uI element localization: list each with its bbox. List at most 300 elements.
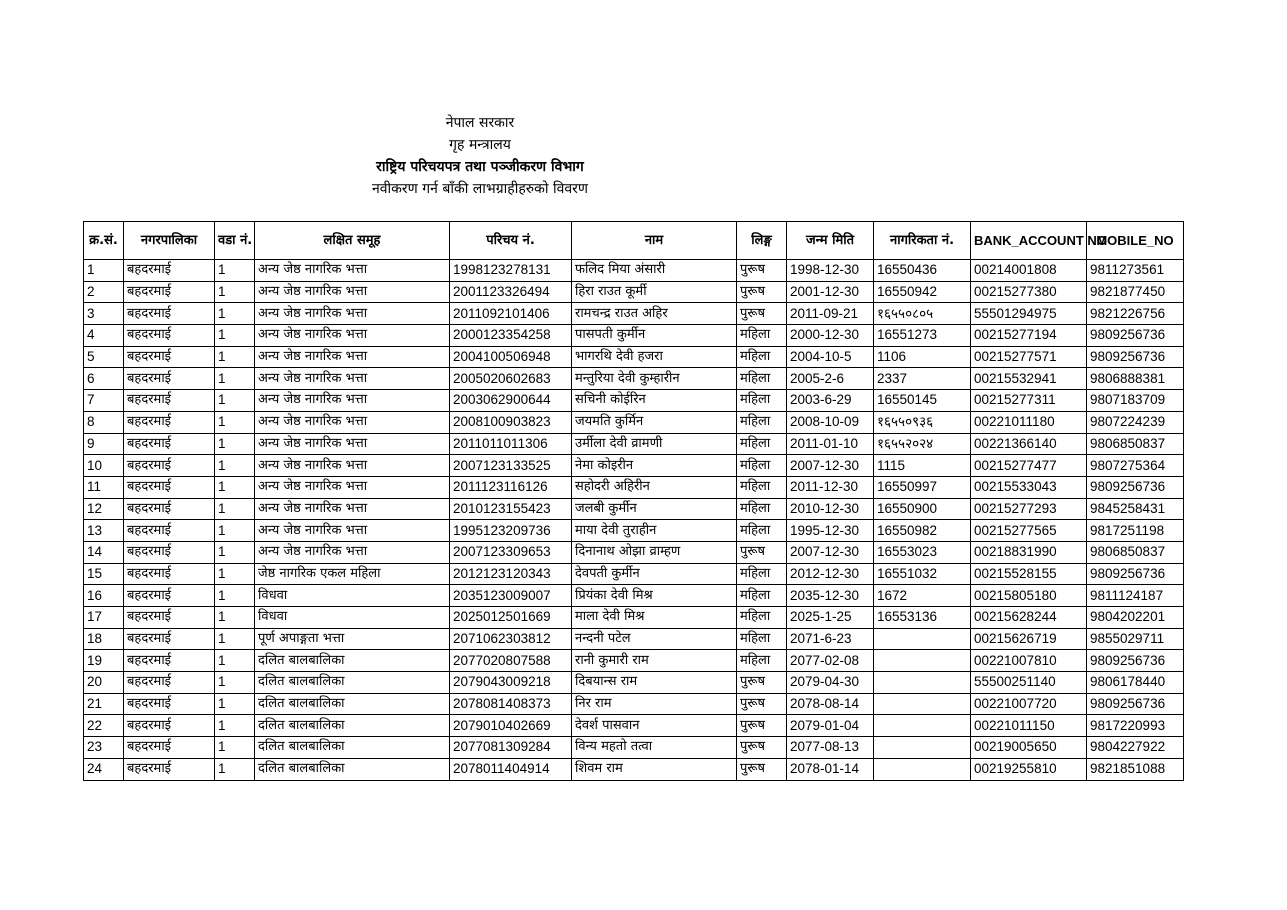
cell-municipality: बहदरमाई: [124, 303, 215, 325]
cell-target-group: जेष्ठ नागरिक एकल महिला: [255, 563, 450, 585]
cell-serial: 3: [84, 303, 124, 325]
table-row: [84, 672, 1184, 694]
cell-ward: 1: [215, 520, 255, 542]
cell-target-group: दलित बालबालिका: [255, 737, 450, 759]
table-row: [84, 693, 1184, 715]
cell-gender: पुरूष: [737, 693, 787, 715]
cell-id-number: 2005020602683: [450, 368, 572, 390]
cell-gender: महिला: [737, 628, 787, 650]
cell-gender: पुरूष: [737, 758, 787, 780]
cell-gender: महिला: [737, 585, 787, 607]
cell-citizenship-number: 16553136: [874, 607, 971, 629]
cell-bank-account: 00219005650: [971, 737, 1087, 759]
cell-birth-date: 2010-12-30: [787, 498, 874, 520]
cell-serial: 21: [84, 693, 124, 715]
cell-birth-date: 2005-2-6: [787, 368, 874, 390]
table-row: [84, 303, 1184, 325]
cell-name: नन्दनी पटेल: [572, 628, 737, 650]
table-row: [84, 563, 1184, 585]
cell-serial: 19: [84, 650, 124, 672]
cell-name: रामचन्द्र राउत अहिर: [572, 303, 737, 325]
cell-mobile: 9809256736: [1087, 650, 1184, 672]
header-line-ministry: गृह मन्त्रालय: [449, 137, 511, 153]
cell-municipality: बहदरमाई: [124, 541, 215, 563]
cell-bank-account: 00215528155: [971, 563, 1087, 585]
table-row: [84, 368, 1184, 390]
cell-citizenship-number: 16550997: [874, 476, 971, 498]
cell-gender: महिला: [737, 390, 787, 412]
cell-gender: महिला: [737, 476, 787, 498]
cell-mobile: 9809256736: [1087, 346, 1184, 368]
cell-birth-date: 2035-12-30: [787, 585, 874, 607]
cell-birth-date: 1995-12-30: [787, 520, 874, 542]
cell-municipality: बहदरमाई: [124, 520, 215, 542]
cell-name: देवपती कुर्मीन: [572, 563, 737, 585]
table-row: [84, 541, 1184, 563]
cell-name: मन्तुरिया देवी कुम्हारीन: [572, 368, 737, 390]
cell-ward: 1: [215, 368, 255, 390]
cell-municipality: बहदरमाई: [124, 758, 215, 780]
cell-name: देवर्श पासवान: [572, 715, 737, 737]
table-row: [84, 650, 1184, 672]
cell-target-group: अन्य जेष्ठ नागरिक भत्ता: [255, 433, 450, 455]
cell-target-group: दलित बालबालिका: [255, 693, 450, 715]
cell-mobile: 9809256736: [1087, 563, 1184, 585]
cell-id-number: 2007123133525: [450, 455, 572, 477]
cell-ward: 1: [215, 455, 255, 477]
cell-ward: 1: [215, 433, 255, 455]
cell-target-group: अन्य जेष्ठ नागरिक भत्ता: [255, 368, 450, 390]
cell-gender: महिला: [737, 411, 787, 433]
cell-municipality: बहदरमाई: [124, 325, 215, 347]
cell-citizenship-number: [874, 650, 971, 672]
cell-target-group: अन्य जेष्ठ नागरिक भत्ता: [255, 325, 450, 347]
cell-id-number: 2012123120343: [450, 563, 572, 585]
table-row: [84, 325, 1184, 347]
cell-target-group: दलित बालबालिका: [255, 672, 450, 694]
cell-name: फलिद मिया अंसारी: [572, 260, 737, 282]
cell-municipality: बहदरमाई: [124, 476, 215, 498]
cell-bank-account: 00215533043: [971, 476, 1087, 498]
cell-citizenship-number: [874, 693, 971, 715]
cell-target-group: दलित बालबालिका: [255, 758, 450, 780]
cell-municipality: बहदरमाई: [124, 563, 215, 585]
cell-serial: 17: [84, 607, 124, 629]
table-row: [84, 520, 1184, 542]
cell-ward: 1: [215, 650, 255, 672]
cell-birth-date: 2078-08-14: [787, 693, 874, 715]
cell-citizenship-number: १६५५०९३६: [874, 411, 971, 433]
cell-municipality: बहदरमाई: [124, 628, 215, 650]
cell-municipality: बहदरमाई: [124, 672, 215, 694]
cell-ward: 1: [215, 390, 255, 412]
cell-ward: 1: [215, 260, 255, 282]
cell-mobile: 9804227922: [1087, 737, 1184, 759]
column-header-id-number: परिचय नं.: [450, 222, 572, 260]
cell-birth-date: 2008-10-09: [787, 411, 874, 433]
cell-mobile: 9809256736: [1087, 476, 1184, 498]
cell-birth-date: 2004-10-5: [787, 346, 874, 368]
cell-citizenship-number: 16550942: [874, 281, 971, 303]
cell-gender: पुरूष: [737, 672, 787, 694]
cell-name: शिवम राम: [572, 758, 737, 780]
cell-ward: 1: [215, 758, 255, 780]
cell-serial: 4: [84, 325, 124, 347]
cell-bank-account: 00215277477: [971, 455, 1087, 477]
cell-birth-date: 2012-12-30: [787, 563, 874, 585]
cell-target-group: अन्य जेष्ठ नागरिक भत्ता: [255, 260, 450, 282]
header-line-government: नेपाल सरकार: [445, 115, 515, 131]
cell-municipality: बहदरमाई: [124, 585, 215, 607]
table-row: [84, 281, 1184, 303]
cell-mobile: 9821877450: [1087, 281, 1184, 303]
cell-name: दिनानाथ ओझा व्राम्हण: [572, 541, 737, 563]
table-row: [84, 476, 1184, 498]
table-row: [84, 628, 1184, 650]
cell-municipality: बहदरमाई: [124, 390, 215, 412]
cell-bank-account: 00215277380: [971, 281, 1087, 303]
cell-serial: 7: [84, 390, 124, 412]
cell-bank-account: 00218831990: [971, 541, 1087, 563]
cell-ward: 1: [215, 693, 255, 715]
cell-id-number: 2001123326494: [450, 281, 572, 303]
cell-ward: 1: [215, 303, 255, 325]
cell-mobile: 9807275364: [1087, 455, 1184, 477]
cell-bank-account: 00219255810: [971, 758, 1087, 780]
cell-birth-date: 2025-1-25: [787, 607, 874, 629]
cell-ward: 1: [215, 585, 255, 607]
cell-bank-account: 00215277565: [971, 520, 1087, 542]
cell-target-group: अन्य जेष्ठ नागरिक भत्ता: [255, 520, 450, 542]
cell-municipality: बहदरमाई: [124, 411, 215, 433]
cell-bank-account: 00221011180: [971, 411, 1087, 433]
cell-citizenship-number: 1106: [874, 346, 971, 368]
cell-mobile: 9809256736: [1087, 325, 1184, 347]
cell-name: नेमा कोइरीन: [572, 455, 737, 477]
cell-birth-date: 2011-01-10: [787, 433, 874, 455]
column-header-name: नाम: [572, 222, 737, 260]
cell-ward: 1: [215, 715, 255, 737]
cell-target-group: अन्य जेष्ठ नागरिक भत्ता: [255, 390, 450, 412]
table-row: [84, 260, 1184, 282]
cell-name: पासपती कुर्मीन: [572, 325, 737, 347]
cell-birth-date: 2000-12-30: [787, 325, 874, 347]
cell-target-group: अन्य जेष्ठ नागरिक भत्ता: [255, 455, 450, 477]
column-header-birth-date: जन्म मिति: [787, 222, 874, 260]
cell-birth-date: 2001-12-30: [787, 281, 874, 303]
cell-serial: 18: [84, 628, 124, 650]
cell-id-number: 2000123354258: [450, 325, 572, 347]
cell-target-group: अन्य जेष्ठ नागरिक भत्ता: [255, 411, 450, 433]
cell-bank-account: 00215532941: [971, 368, 1087, 390]
cell-birth-date: 1998-12-30: [787, 260, 874, 282]
cell-id-number: 2071062303812: [450, 628, 572, 650]
cell-citizenship-number: 16550436: [874, 260, 971, 282]
cell-id-number: 2078081408373: [450, 693, 572, 715]
cell-serial: 20: [84, 672, 124, 694]
cell-bank-account: 00215277293: [971, 498, 1087, 520]
cell-target-group: अन्य जेष्ठ नागरिक भत्ता: [255, 498, 450, 520]
cell-id-number: 2025012501669: [450, 607, 572, 629]
cell-id-number: 1995123209736: [450, 520, 572, 542]
cell-birth-date: 2079-04-30: [787, 672, 874, 694]
table-row: [84, 346, 1184, 368]
cell-citizenship-number: 16550145: [874, 390, 971, 412]
cell-mobile: 9821851088: [1087, 758, 1184, 780]
column-header-ward: वडा नं.: [215, 222, 255, 260]
cell-gender: महिला: [737, 433, 787, 455]
cell-gender: महिला: [737, 455, 787, 477]
table-row: [84, 498, 1184, 520]
cell-bank-account: 00215277311: [971, 390, 1087, 412]
cell-target-group: अन्य जेष्ठ नागरिक भत्ता: [255, 476, 450, 498]
cell-id-number: 2011011011306: [450, 433, 572, 455]
cell-id-number: 2007123309653: [450, 541, 572, 563]
column-header-bank-account: BANK_ACCOUNT NO: [971, 222, 1087, 260]
cell-citizenship-number: [874, 758, 971, 780]
table-row: [84, 433, 1184, 455]
cell-gender: महिला: [737, 368, 787, 390]
cell-serial: 14: [84, 541, 124, 563]
cell-serial: 8: [84, 411, 124, 433]
cell-citizenship-number: 2337: [874, 368, 971, 390]
cell-citizenship-number: 1672: [874, 585, 971, 607]
cell-citizenship-number: 16550982: [874, 520, 971, 542]
cell-citizenship-number: [874, 672, 971, 694]
cell-bank-account: 00215277194: [971, 325, 1087, 347]
cell-ward: 1: [215, 607, 255, 629]
cell-citizenship-number: 1115: [874, 455, 971, 477]
cell-name: भागरथि देवी हजरा: [572, 346, 737, 368]
cell-id-number: 2035123009007: [450, 585, 572, 607]
column-header-municipality: नगरपालिका: [124, 222, 215, 260]
cell-gender: महिला: [737, 563, 787, 585]
cell-name: हिरा राउत कूर्मी: [572, 281, 737, 303]
cell-serial: 12: [84, 498, 124, 520]
cell-serial: 5: [84, 346, 124, 368]
cell-bank-account: 00221007720: [971, 693, 1087, 715]
cell-id-number: 2011092101406: [450, 303, 572, 325]
cell-birth-date: 2071-6-23: [787, 628, 874, 650]
cell-serial: 1: [84, 260, 124, 282]
header-line-department: राष्ट्रिय परिचयपत्र तथा पञ्जीकरण विभाग: [376, 159, 584, 175]
table-row: [84, 737, 1184, 759]
cell-id-number: 2004100506948: [450, 346, 572, 368]
cell-mobile: 9807224239: [1087, 411, 1184, 433]
cell-target-group: विधवा: [255, 607, 450, 629]
cell-mobile: 9806888381: [1087, 368, 1184, 390]
column-header-citizenship-number: नागरिकता नं.: [874, 222, 971, 260]
table-row: [84, 758, 1184, 780]
cell-bank-account: 55500251140: [971, 672, 1087, 694]
cell-birth-date: 2011-12-30: [787, 476, 874, 498]
cell-birth-date: 2079-01-04: [787, 715, 874, 737]
cell-name: सचिनी कोईरिन: [572, 390, 737, 412]
cell-mobile: 9811124187: [1087, 585, 1184, 607]
cell-municipality: बहदरमाई: [124, 260, 215, 282]
cell-bank-account: 00215277571: [971, 346, 1087, 368]
cell-ward: 1: [215, 541, 255, 563]
cell-ward: 1: [215, 281, 255, 303]
cell-id-number: 2079043009218: [450, 672, 572, 694]
table-body: [84, 260, 1184, 781]
cell-id-number: 2011123116126: [450, 476, 572, 498]
table-row: [84, 607, 1184, 629]
cell-gender: पुरूष: [737, 303, 787, 325]
cell-birth-date: 2078-01-14: [787, 758, 874, 780]
table-row: [84, 585, 1184, 607]
cell-serial: 22: [84, 715, 124, 737]
cell-gender: महिला: [737, 325, 787, 347]
cell-serial: 13: [84, 520, 124, 542]
cell-mobile: 9845258431: [1087, 498, 1184, 520]
cell-bank-account: 00221007810: [971, 650, 1087, 672]
cell-gender: महिला: [737, 498, 787, 520]
cell-municipality: बहदरमाई: [124, 607, 215, 629]
cell-birth-date: 2007-12-30: [787, 455, 874, 477]
cell-gender: महिला: [737, 520, 787, 542]
cell-citizenship-number: १६५५२०२४: [874, 433, 971, 455]
cell-target-group: दलित बालबालिका: [255, 715, 450, 737]
cell-serial: 6: [84, 368, 124, 390]
cell-target-group: विधवा: [255, 585, 450, 607]
cell-mobile: 9811273561: [1087, 260, 1184, 282]
cell-name: विन्य महतो तत्वा: [572, 737, 737, 759]
cell-mobile: 9809256736: [1087, 693, 1184, 715]
cell-name: माला देवी मिश्र: [572, 607, 737, 629]
cell-id-number: 2077020807588: [450, 650, 572, 672]
cell-ward: 1: [215, 325, 255, 347]
cell-birth-date: 2007-12-30: [787, 541, 874, 563]
cell-name: सहोदरी अहिरीन: [572, 476, 737, 498]
cell-gender: पुरूष: [737, 281, 787, 303]
cell-target-group: अन्य जेष्ठ नागरिक भत्ता: [255, 303, 450, 325]
cell-name: रानी कुमारी राम: [572, 650, 737, 672]
column-header-target-group: लक्षित समूह: [255, 222, 450, 260]
cell-mobile: 9807183709: [1087, 390, 1184, 412]
cell-bank-account: 00214001808: [971, 260, 1087, 282]
cell-municipality: बहदरमाई: [124, 715, 215, 737]
cell-mobile: 9806850837: [1087, 541, 1184, 563]
cell-municipality: बहदरमाई: [124, 650, 215, 672]
cell-gender: पुरूष: [737, 541, 787, 563]
cell-id-number: 2079010402669: [450, 715, 572, 737]
cell-ward: 1: [215, 498, 255, 520]
cell-ward: 1: [215, 628, 255, 650]
cell-gender: महिला: [737, 607, 787, 629]
cell-mobile: 9855029711: [1087, 628, 1184, 650]
cell-birth-date: 2011-09-21: [787, 303, 874, 325]
cell-name: प्रियंका देवी मिश्र: [572, 585, 737, 607]
cell-citizenship-number: [874, 628, 971, 650]
cell-serial: 11: [84, 476, 124, 498]
column-header-gender: लिङ्ग: [737, 222, 787, 260]
cell-mobile: 9804202201: [1087, 607, 1184, 629]
cell-municipality: बहदरमाई: [124, 433, 215, 455]
cell-ward: 1: [215, 346, 255, 368]
cell-serial: 2: [84, 281, 124, 303]
cell-target-group: दलित बालबालिका: [255, 650, 450, 672]
cell-name: निर राम: [572, 693, 737, 715]
cell-citizenship-number: [874, 715, 971, 737]
header-line-report-title: नवीकरण गर्न बाँकी लाभग्राहीहरुको विवरण: [372, 181, 588, 197]
cell-ward: 1: [215, 737, 255, 759]
cell-bank-account: 00221366140: [971, 433, 1087, 455]
cell-name: जलबी कुर्मीन: [572, 498, 737, 520]
cell-serial: 9: [84, 433, 124, 455]
cell-serial: 24: [84, 758, 124, 780]
cell-bank-account: 55501294975: [971, 303, 1087, 325]
cell-id-number: 2078011404914: [450, 758, 572, 780]
cell-municipality: बहदरमाई: [124, 281, 215, 303]
cell-gender: महिला: [737, 346, 787, 368]
cell-gender: महिला: [737, 650, 787, 672]
cell-ward: 1: [215, 563, 255, 585]
cell-id-number: 2077081309284: [450, 737, 572, 759]
cell-citizenship-number: 16551273: [874, 325, 971, 347]
cell-citizenship-number: 16550900: [874, 498, 971, 520]
cell-mobile: 9821226756: [1087, 303, 1184, 325]
cell-municipality: बहदरमाई: [124, 346, 215, 368]
cell-birth-date: 2077-08-13: [787, 737, 874, 759]
cell-ward: 1: [215, 672, 255, 694]
cell-municipality: बहदरमाई: [124, 693, 215, 715]
cell-birth-date: 2077-02-08: [787, 650, 874, 672]
cell-name: उर्मीला देवी व्रामणी: [572, 433, 737, 455]
table-row: [84, 455, 1184, 477]
cell-target-group: अन्य जेष्ठ नागरिक भत्ता: [255, 541, 450, 563]
cell-bank-account: 00215626719: [971, 628, 1087, 650]
cell-id-number: 2010123155423: [450, 498, 572, 520]
cell-mobile: 9806850837: [1087, 433, 1184, 455]
cell-ward: 1: [215, 411, 255, 433]
cell-target-group: अन्य जेष्ठ नागरिक भत्ता: [255, 346, 450, 368]
cell-id-number: 2008100903823: [450, 411, 572, 433]
cell-serial: 10: [84, 455, 124, 477]
cell-birth-date: 2003-6-29: [787, 390, 874, 412]
cell-id-number: 2003062900644: [450, 390, 572, 412]
cell-id-number: 1998123278131: [450, 260, 572, 282]
column-header-serial: क्र.सं.: [84, 222, 124, 260]
cell-target-group: अन्य जेष्ठ नागरिक भत्ता: [255, 281, 450, 303]
cell-gender: पुरूष: [737, 715, 787, 737]
cell-citizenship-number: १६५५०८०५: [874, 303, 971, 325]
cell-bank-account: 00215805180: [971, 585, 1087, 607]
cell-mobile: 9806178440: [1087, 672, 1184, 694]
cell-municipality: बहदरमाई: [124, 368, 215, 390]
cell-serial: 16: [84, 585, 124, 607]
cell-mobile: 9817220993: [1087, 715, 1184, 737]
cell-citizenship-number: 16551032: [874, 563, 971, 585]
cell-municipality: बहदरमाई: [124, 737, 215, 759]
cell-serial: 15: [84, 563, 124, 585]
cell-target-group: पूर्ण अपाङ्गता भत्ता: [255, 628, 450, 650]
cell-gender: पुरूष: [737, 260, 787, 282]
table-header-row: [84, 222, 1184, 260]
cell-gender: पुरूष: [737, 737, 787, 759]
cell-municipality: बहदरमाई: [124, 498, 215, 520]
table-row: [84, 715, 1184, 737]
cell-ward: 1: [215, 476, 255, 498]
cell-bank-account: 00221011150: [971, 715, 1087, 737]
cell-name: जयमति कुर्मिन: [572, 411, 737, 433]
beneficiary-table: [83, 221, 1184, 781]
table-row: [84, 390, 1184, 412]
cell-serial: 23: [84, 737, 124, 759]
cell-bank-account: 00215628244: [971, 607, 1087, 629]
column-header-mobile: MOBILE_NO: [1087, 222, 1184, 260]
table-row: [84, 411, 1184, 433]
